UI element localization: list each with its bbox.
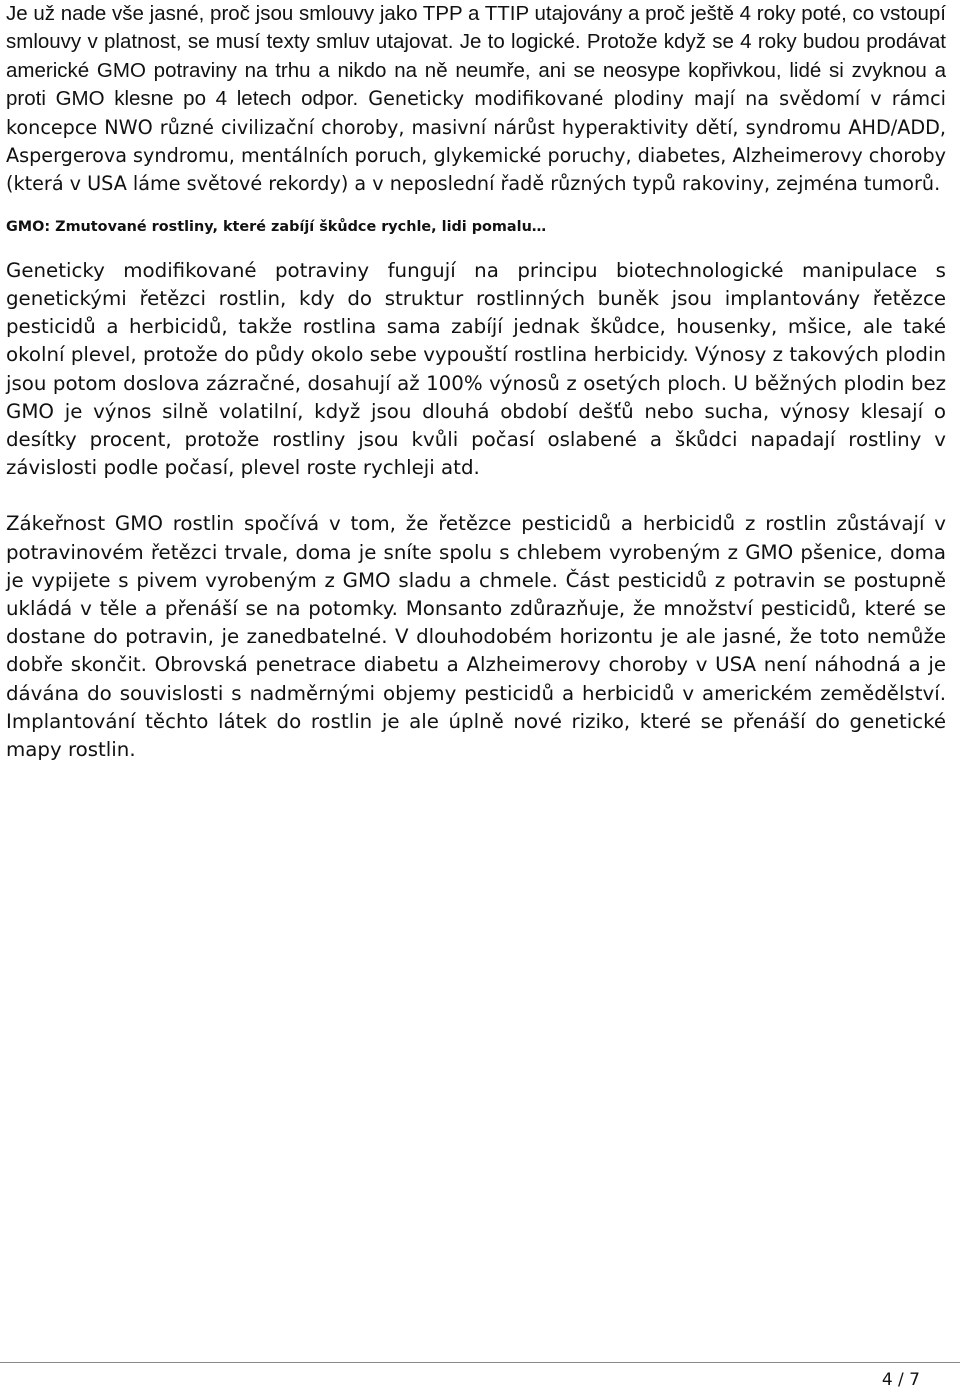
paragraph-gmo-danger: Zákeřnost GMO rostlin spočívá v tom, že řetězce pesticidů a herbicidů z rostlin zůstávají v potravinovém řetězci trvale, doma je sníte spolu s chlebem vyrobeným z GMO pšenice, doma je vypijete s pivem vyrobeným z GMO sladu a chmele. Část pesticidů z potravin se postupně ukládá v těle a přenáší se na potomky. Monsanto zdůrazňuje, že množství pesticidů, které se dostane do potravin, je zanedbatelné. V dlouhodobém horizontu je ale jasné, že toto nemůže dobře skončit. Obrovská penetrace diabetu a Alzheimerovy choroby v USA není náhodná a je dávána do souvislosti s nadměrnými objemy pesticidů a herbicidů v americkém zemědělství. Implantování těchto látek do rostlin je ale úplně nové riziko, které se přenáší do genetické mapy rostlin. — [6, 512, 946, 762]
paragraph-intro — [6, 0, 946, 199]
footer-divider — [0, 1362, 960, 1363]
document-page — [6, 0, 946, 764]
page-number: 4 / 7 — [881, 1370, 920, 1390]
paragraph-gmo-principle: Geneticky modifikované potraviny fungují na principu biotechnologické manipulace s genetickými řetězci rostlin, kdy do struktur rostlinných buněk jsou implantovány řetězce pesticidů a herbicidů, takže rostlina sama zabíjí jednak škůdce, housenky, mšice, ale také okolní plevel, protože do půdy okolo sebe vypouští rostlina herbicidy. Výnosy z takových plodin jsou potom doslova zázračné, dosahují až 100% výnosů z osetých ploch. U běžných plodin bez GMO je výnos silně volatilní, když jsou dlouhá období dešťů nebo sucha, výnosy klesají o desítky procent, protože rostliny jsou kvůli počasí oslabené a škůdci napadají rostliny v závislosti podle počasí, plevel roste rychleji atd. — [6, 258, 946, 480]
paragraph-intro-rest: Geneticky modifikované plodiny mají na svědomí v rámci koncepce NWO různé civilizační choroby, masivní nárůst hyperaktivity dětí, syndromu AHD/ADD, Aspergerova syndromu, mentálních poruch, glykemické poruchy, diabetes, Alzheimerovy choroby (která v USA láme světové rekordy) a v neposlední řadě různých typů rakoviny, zejména tumorů. — [6, 87, 946, 196]
section-subheading: GMO: Zmutované rostliny, které zabíjí škůdce rychle, lidi pomalu… — [6, 218, 547, 235]
paragraph-intro-lead: Je už nade vše jasné, proč jsou smlouvy jako TPP a TTIP utajovány a proč ještě 4 roky poté, co vstoupí smlouvy v platnost, se musí texty smluv utajovat. Je to logické. Protože když se 4 roky budou prodávat americké GMO potraviny na trhu a nikdo na ně neumře, ani se neosype kopřivkou, lidé si zvyknou a proti GMO klesne po 4 letech odpor. — [6, 2, 946, 111]
